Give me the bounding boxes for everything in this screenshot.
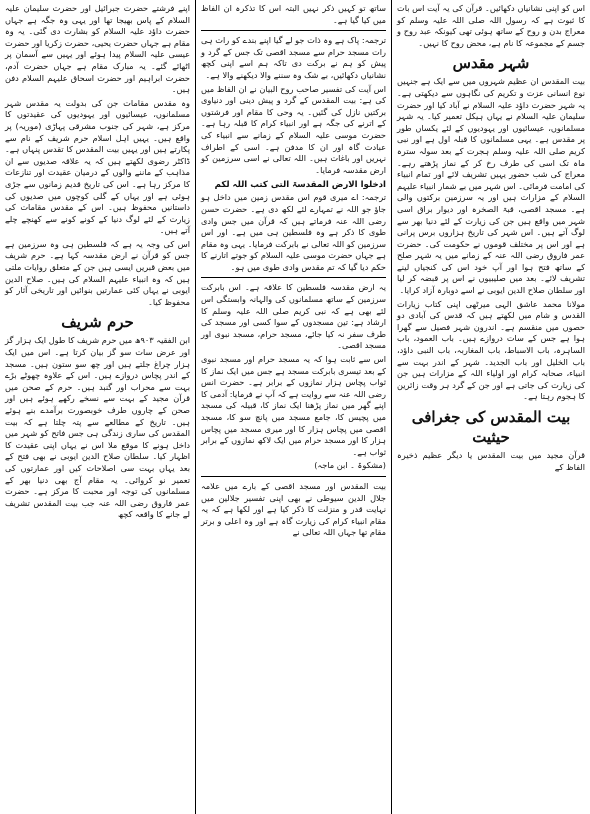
- middle-body-paragraph-3: یہ ارض مقدسہ فلسطین کا علاقہ ہے۔ اس بابرکت سرزمین کے ساتھ مسلمانوں کی والہانہ وابستگی اس لئے بھی ہے کہ نبی کریم صلی اللہ علیہ وسلم کا ارشاد ہے: تین مسجدوں کے سوا کسی اور مسجد کی طرف سفر نہ کیا جائے، مسجد حرام، مسجد نبوی اور مسجد اقصی۔: [201, 282, 386, 351]
- divider: [201, 476, 386, 477]
- verse-subheading: ادخلوا الارض المقدسۃ التی کتب اللہ لکم: [214, 180, 386, 191]
- middle-intro-paragraph: ساتھ تو کہیں ذکر نہیں البتہ اس کا تذکرہ ان الفاظ میں کیا گیا ہے۔: [201, 3, 386, 25]
- divider: [201, 30, 386, 31]
- divider: [201, 277, 386, 278]
- left-body-paragraph-3: ابن الفقیہ ۹۰۳ھ میں حرم شریف کا طول ایک ہزار گز اور عرض سات سو گز بیان کرتا ہے۔ اس میں ایک ہزار چراغ جلتے ہیں اور چھ سو ستون ہیں۔ مسجد کے اندر پچاس دروازے ہیں۔ اس کے علاوہ چھوٹے بڑے بہت سے محراب اور گنبد ہیں۔ حرم کے صحن میں قرآن مجید کے بہت سے نسخے رکھے ہوئے ہیں اور صحن کے چاروں طرف خوبصورت برآمدے بنے ہوئے ہیں۔ تاریخ کے مطالعے سے پتہ چلتا ہے کہ بیت المقدس کی ساری زندگی ہی جس فاتح کو شہر میں داخل ہونے کا موقع ملا اس نے یہاں اپنی عقیدت کا اظہار کیا۔ سلطان صلاح الدین ایوبی نے بھی فتح کے بعد یہاں بہت سی اصلاحات کیں اور عمارتوں کی تعمیر نو کروائی۔ یہ مقام آج بھی دنیا بھر کے مسلمانوں کی توجہ اور محبت کا مرکز ہے۔ حضرت عمر فاروق رضی اللہ عنہ جب بیت المقدس تشریف لے جانے کا واقعہ کچھ: [5, 335, 190, 520]
- right-intro-paragraph: اس کو اپنی نشانیاں دکھائیں۔ قرآن کی یہ آیت اس بات کا ثبوت ہے کہ رسول اللہ صلی اللہ علیہ وسلم کو معراج بدن و روح کے ساتھ ہوئی تھی کیونکہ عبد روح و جسم کے مجموعہ کا نام ہے، محض روح کا نہیں۔: [397, 3, 585, 48]
- middle-column: [195, 0, 392, 814]
- section-heading-holy-city: شہر مقدس: [452, 54, 530, 73]
- left-intro-paragraph: اپنے فرشتے حضرت جبرائیل اور حضرت سلیمان علیہ السلام کے پاس بھیجا تھا اور یہی وہ جگہ ہے جہاں حضرت داؤد علیہ السلام کو بشارت دی گئی۔ یہ وہ مقام ہے جہاں حضرت یحیی، حضرت زکریا اور حضرت عیسی علیہ السلام پیدا ہوئے اور یہیں سے آسمان پر اٹھائے گئے۔ یہ مبارک مقام ہے جہاں حضرت آدم، حضرت ابراہیم اور حضرت اسحاق علیہم السلام دفن ہیں۔: [5, 3, 190, 95]
- left-body-paragraph: وہ مقدس مقامات جن کی بدولت یہ مقدس شہر مسلمانوں، عیسائیوں اور یہودیوں کی عقیدتوں کا مرکز ہے، شہر کی جنوب مشرقی پہاڑی (موریہ) پر واقع ہیں۔ یہیں اہل اسلام حرم شریف کے نام سے پکارتے ہیں اور یہیں بیت المقدس کا تقدس پنہاں ہے۔ ڈاکٹر رضوی لکھتے ہیں کہ یہ علاقہ صدیوں سے ان مذاہب کے ماننے والوں کے درمیان عقیدت اور تنازعات کا مرکز رہا ہے۔ اس کی تاریخ قدیم زمانوں سے جڑی ہوئی ہے اور یہاں کے گلی کوچوں میں صدیوں کی داستانیں محفوظ ہیں۔ اس کے مقدس مقامات کی زیارت کے لئے لوگ دنیا کے کونے کونے سے کھنچے چلے آتے ہیں۔: [5, 97, 190, 236]
- middle-body-paragraph-5: بیت المقدس اور مسجد اقصی کے بارے میں علامہ جلال الدین سیوطی نے بھی اپنی تفسیر جلالین میں نہایت قدر و منزلت کا ذکر کیا ہے اور لکھا ہے کہ یہ مقام انبیاء کرام کی زیارت گاہ ہے اور وہ اعلی و برتر مقام تھا جہاں اللہ تعالی نے: [201, 480, 386, 538]
- left-body-paragraph-2: اس کی وجہ یہ ہے کہ فلسطین ہی وہ سرزمین ہے جس کو قرآن نے ارض مقدسہ کہا ہے۔ حرم شریف میں بعض قبریں ایسی ہیں جن کے متعلق روایات ملتی ہیں کہ وہ انبیاء علیہم السلام کی ہیں۔ صلاح الدین ایوبی نے یہاں کئی عمارتیں بنوائیں اور تاریخی آثار کو محفوظ کیا۔: [5, 238, 190, 307]
- section-heading-geography: بیت المقدس کی جغرافی حیثیت: [411, 408, 571, 446]
- middle-body-paragraph-4: اس سے ثابت ہوا کہ یہ مسجد حرام اور مسجد نبوی کے بعد تیسری بابرکت مسجد ہے جس میں ایک نماز کا ثواب پچاس ہزار نمازوں کے برابر ہے۔ حضرت انس رضی اللہ عنہ سے روایت ہے کہ آپ نے فرمایا: آدمی کا اپنے گھر میں نماز پڑھنا ایک نماز کا، قبیلہ کی مسجد میں پچیس کا، جامع مسجد میں پانچ سو کا، مسجد اقصی میں پچاس ہزار کا اور میری مسجد میں پچاس ہزار کا اور مسجد حرام میں ایک لاکھ نمازوں کے برابر ثواب ہے۔: [201, 354, 386, 457]
- quran-translation-paragraph: ترجمہ: پاک ہے وہ ذات جو لے گیا اپنے بندے کو رات ہی رات مسجد حرام سے مسجد اقصی تک جس کے گرد و پیش کو ہم نے برکت دی تاکہ ہم اسے اپنی کچھ نشانیاں دکھائیں، بے شک وہ سننے والا دیکھنے والا ہے۔: [201, 35, 386, 80]
- right-body-paragraph-2: مولانا محمد عاشق الہی میرٹھی اپنی کتاب زیارات القدس و شام میں لکھتے ہیں کہ قدس کی آبادی دو حصوں میں منقسم ہے۔ اندرون شہر فصیل سے گھرا ہوا ہے جس کے سات دروازے ہیں۔ باب العمود، باب الساہرہ، باب الاسباط، باب المغاربہ، باب النبی داؤد، باب الخلیل اور باب الجدید۔ شہر کے اندر بہت سے انبیاء، صحابہ کرام اور اولیاء اللہ کے مزارات ہیں جن کی زیارت کی جاتی ہے اور جن کے گرد ہر وقت زائرین کا ہجوم رہتا ہے۔: [397, 298, 585, 402]
- hadith-reference: (مشکوۃ ۔ ابن ماجہ): [314, 460, 386, 471]
- right-tail-paragraph: قرآن مجید میں بیت المقدس یا دیگر عظیم ذخیرہ الفاظ کے: [397, 450, 585, 472]
- middle-body-paragraph-2: ترجمہ: اے میری قوم اس مقدس زمین میں داخل ہو جاؤ جو اللہ نے تمہارے لئے لکھ دی ہے۔ حضرت حسن رضی اللہ عنہ فرماتے ہیں کہ قرآن میں جس وادی طوی کا ذکر ہے وہ فلسطین ہی میں ہے۔ اور اس سرزمین کو اللہ تعالی نے بابرکت فرمایا۔ یہی وہ مقام ہے جہاں حضرت موسی علیہ السلام کو جوتے اتارنے کا حکم دیا گیا کہ تم مقدس وادی طوی میں ہو۔: [201, 192, 386, 272]
- section-heading-haram-sharif: حرم شریف: [61, 313, 134, 332]
- left-column: [0, 0, 195, 814]
- middle-body-paragraph: اس آیت کی تفسیر صاحب روح البیان نے ان الفاظ میں کی ہے: بیت المقدس کے گرد و پیش دینی اور دنیاوی برکتیں نازل کی گئیں۔ یہ وحی کا مقام اور فرشتوں کے اترنے کی جگہ ہے اور انبیاء کرام کا قبلہ رہا ہے۔ حضرت موسی علیہ السلام کے زمانے سے انبیاء کی عبادت گاہ اور ان کا مدفن ہے۔ اسی کے اطراف نہریں اور باغات ہیں۔ اللہ تعالی نے اسی سرزمین کو ارض مقدسہ فرمایا۔: [201, 83, 386, 175]
- right-body-paragraph: بیت المقدس ان عظیم شہروں میں سے ایک ہے جنہیں نوع انسانی عزت و تکریم کی نگاہوں سے دیکھتی ہے۔ یہ شہر حضرت داؤد علیہ السلام نے آباد کیا اور حضرت سلیمان علیہ السلام نے یہاں ہیکل تعمیر کیا۔ یہ شہر مسلمانوں، عیسائیوں اور یہودیوں کے لئے یکساں طور پر مقدس ہے۔ یہی مسلمانوں کا قبلہ اول ہے اور نبی کریم صلی اللہ علیہ وسلم ہجرت کے بعد سولہ سترہ ماہ تک اسی کی طرف رخ کر کے نماز پڑھتے رہے۔ معراج کی شب حضور یہیں تشریف لائے اور تمام انبیاء کی امامت فرمائی۔ اس شہر میں بے شمار انبیاء علیہم السلام کے مزارات ہیں اور یہ سرزمین برکتوں والی ہے۔ مسجد اقصی، قبۃ الصخرہ اور دیوار براق اسی شہر میں واقع ہیں جن کی زیارت کے لئے دنیا بھر سے لوگ آتے ہیں۔ اس شہر کی تاریخ ہزاروں برس پرانی ہے اور اس پر مختلف قوموں نے حکومت کی۔ حضرت عمر فاروق رضی اللہ عنہ کے زمانے میں یہ شہر صلح کے ساتھ فتح ہوا اور آپ خود اس کی کنجیاں لینے تشریف لائے۔ بعد میں صلیبیوں نے اس پر قبضہ کر لیا اور سلطان صلاح الدین ایوبی نے اسے دوبارہ آزاد کرایا۔: [397, 76, 585, 296]
- right-column: [392, 0, 590, 814]
